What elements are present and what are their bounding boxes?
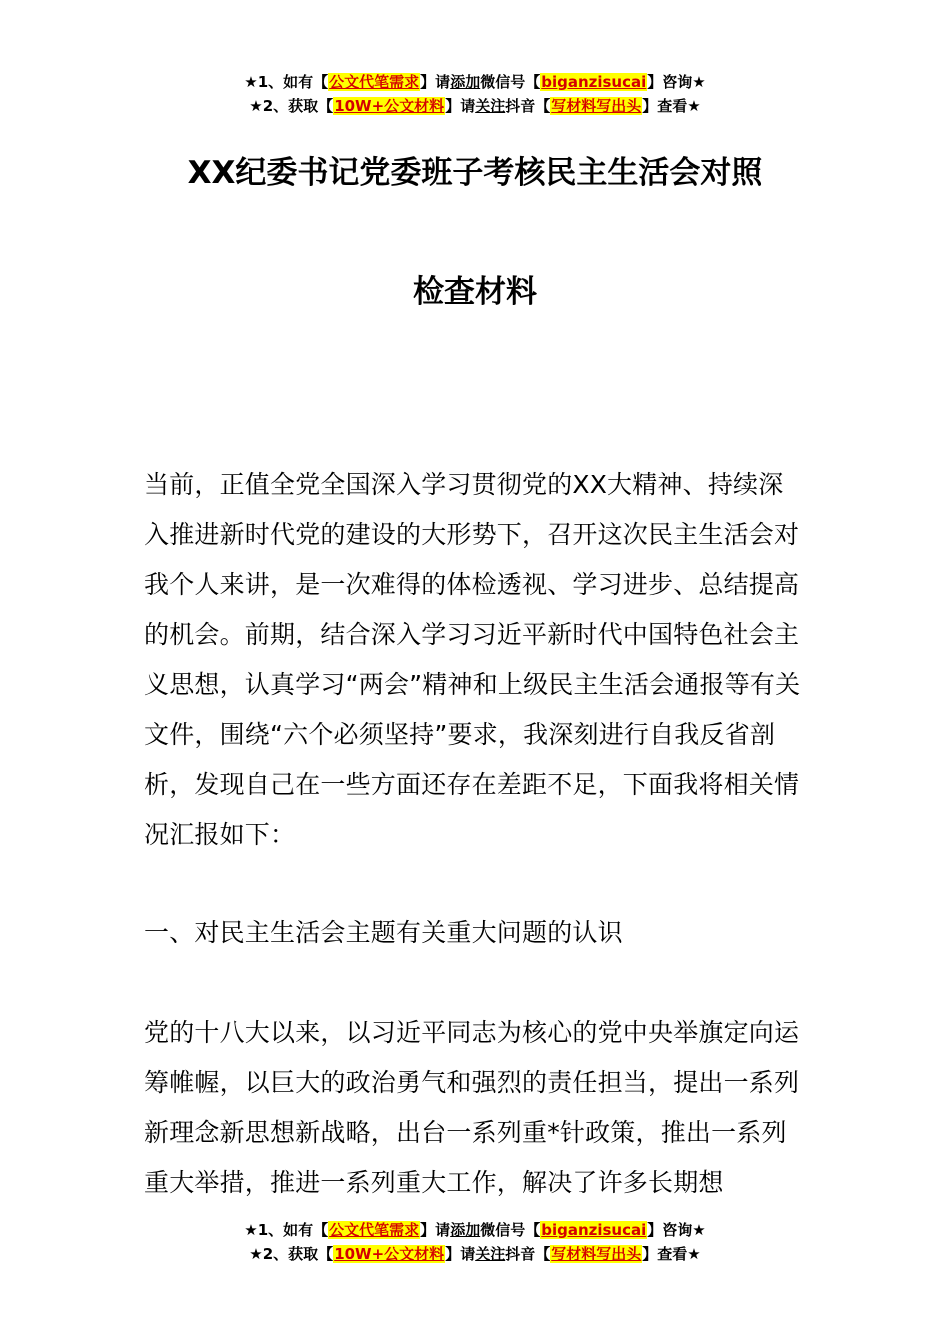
banner-highlight: 写材料写出头 xyxy=(551,1245,642,1263)
banner-text: ★1、如有【 xyxy=(244,1221,329,1239)
paragraph-intro xyxy=(144,460,808,860)
banner-highlight: 写材料写出头 xyxy=(551,97,642,115)
banner-text: 抖音【 xyxy=(505,97,551,115)
banner-highlight: 10W+公文材料 xyxy=(334,1245,445,1263)
banner-text: 微信号【 xyxy=(480,1221,541,1239)
banner-text: 抖音【 xyxy=(505,1245,551,1263)
banner-text: 】咨询★ xyxy=(647,1221,706,1239)
banner-line-1 xyxy=(0,1218,950,1242)
document-title-line-1: XX纪委书记党委班子考核民主生活会对照 xyxy=(187,155,763,191)
banner-text: 】请 xyxy=(420,73,451,91)
heading-text: 一、对民主生活会主题有关重大问题的认识 xyxy=(144,918,623,947)
banner-highlight: 公文代笔需求 xyxy=(329,73,420,91)
banner-highlight: biganzisucai xyxy=(541,1221,647,1239)
banner-text: ★2、获取【 xyxy=(249,97,334,115)
paragraph-text: 当前，正值全党全国深入学习贯彻党的XX大精神、持续深入推进新时代党的建设的大形势下，召开这次民主生活会对我个人来讲，是一次难得的体检透视、学习进步、总结提高的机会。前期，结合深入学习习近平新时代中国特色社会主义思想，认真学习“两会”精神和上级民主生活会通报等有关文件，围绕“六个必须坚持”要求，我深刻进行自我反省剖析，发现自己在一些方面还存在差距不足，下面我将相关情况汇报如下： xyxy=(144,470,801,849)
document-title-line-2: 检查材料 xyxy=(413,274,537,310)
banner-underline: 关注 xyxy=(475,97,506,115)
section-heading-1 xyxy=(144,908,808,958)
banner-text: 】查看★ xyxy=(642,1245,701,1263)
banner-text: ★2、获取【 xyxy=(249,1245,334,1263)
banner-text: 】请 xyxy=(445,97,476,115)
banner-underline: 关注 xyxy=(475,1245,506,1263)
banner-highlight: biganzisucai xyxy=(541,73,647,91)
header-banner xyxy=(0,70,950,118)
banner-underline: 添加 xyxy=(450,73,481,91)
banner-text: 微信号【 xyxy=(480,73,541,91)
banner-line-2 xyxy=(0,94,950,118)
paragraph-section-1 xyxy=(144,1008,808,1208)
banner-text: 】请 xyxy=(445,1245,476,1263)
banner-text: 】请 xyxy=(420,1221,451,1239)
paragraph-text: 党的十八大以来，以习近平同志为核心的党中央举旗定向运筹帷幄，以巨大的政治勇气和强烈的责任担当，提出一系列新理念新思想新战略，出台一系列重*针政策，推出一系列重大举措，推进一系列重大工作，解决了许多长期想 xyxy=(144,1018,800,1197)
banner-text: 】查看★ xyxy=(642,97,701,115)
footer-banner xyxy=(0,1218,950,1266)
banner-text: 】咨询★ xyxy=(647,73,706,91)
banner-underline: 添加 xyxy=(450,1221,481,1239)
banner-line-2 xyxy=(0,1242,950,1266)
banner-line-1 xyxy=(0,70,950,94)
banner-highlight: 10W+公文材料 xyxy=(334,97,445,115)
banner-highlight: 公文代笔需求 xyxy=(329,1221,420,1239)
banner-text: ★1、如有【 xyxy=(244,73,329,91)
